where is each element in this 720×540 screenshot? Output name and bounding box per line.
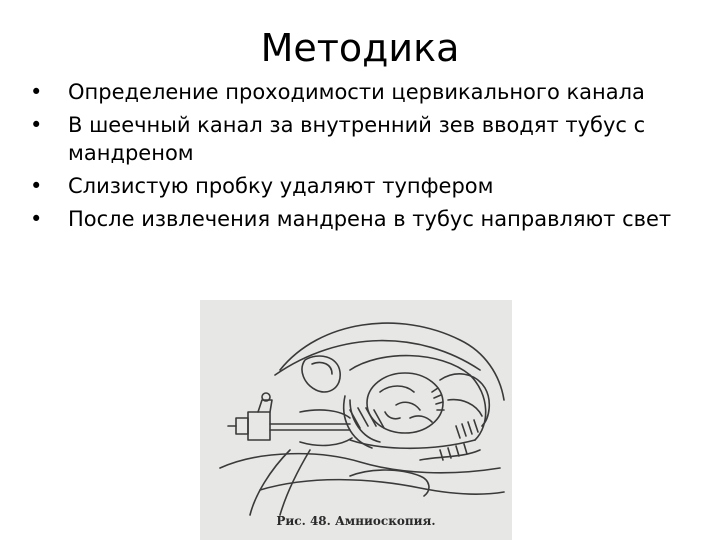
- bullet-text: Определение проходимости цервикального канала: [68, 80, 645, 104]
- bullet-marker: •: [30, 113, 43, 137]
- bullet-marker: •: [30, 80, 43, 104]
- slide-title: Методика: [260, 26, 460, 70]
- bullet-item: [30, 78, 680, 106]
- bullet-item: [30, 172, 680, 200]
- bullet-item: [30, 205, 680, 233]
- figure-caption: Рис. 48. Амниоскопия.: [276, 514, 436, 528]
- amnioscopy-drawing: [200, 300, 512, 540]
- bullet-text: В шеечный канал за внутренний зев вводят тубус с мандреном: [68, 113, 646, 165]
- bullet-text: Слизистую пробку удаляют тупфером: [68, 174, 494, 198]
- amnioscopy-illustration: [200, 300, 512, 540]
- bullet-marker: •: [30, 174, 43, 198]
- bullet-marker: •: [30, 207, 43, 231]
- bullet-item: [30, 111, 680, 167]
- bullet-text: После извлечения мандрена в тубус направляют свет: [68, 207, 672, 231]
- bullet-list: [30, 78, 680, 238]
